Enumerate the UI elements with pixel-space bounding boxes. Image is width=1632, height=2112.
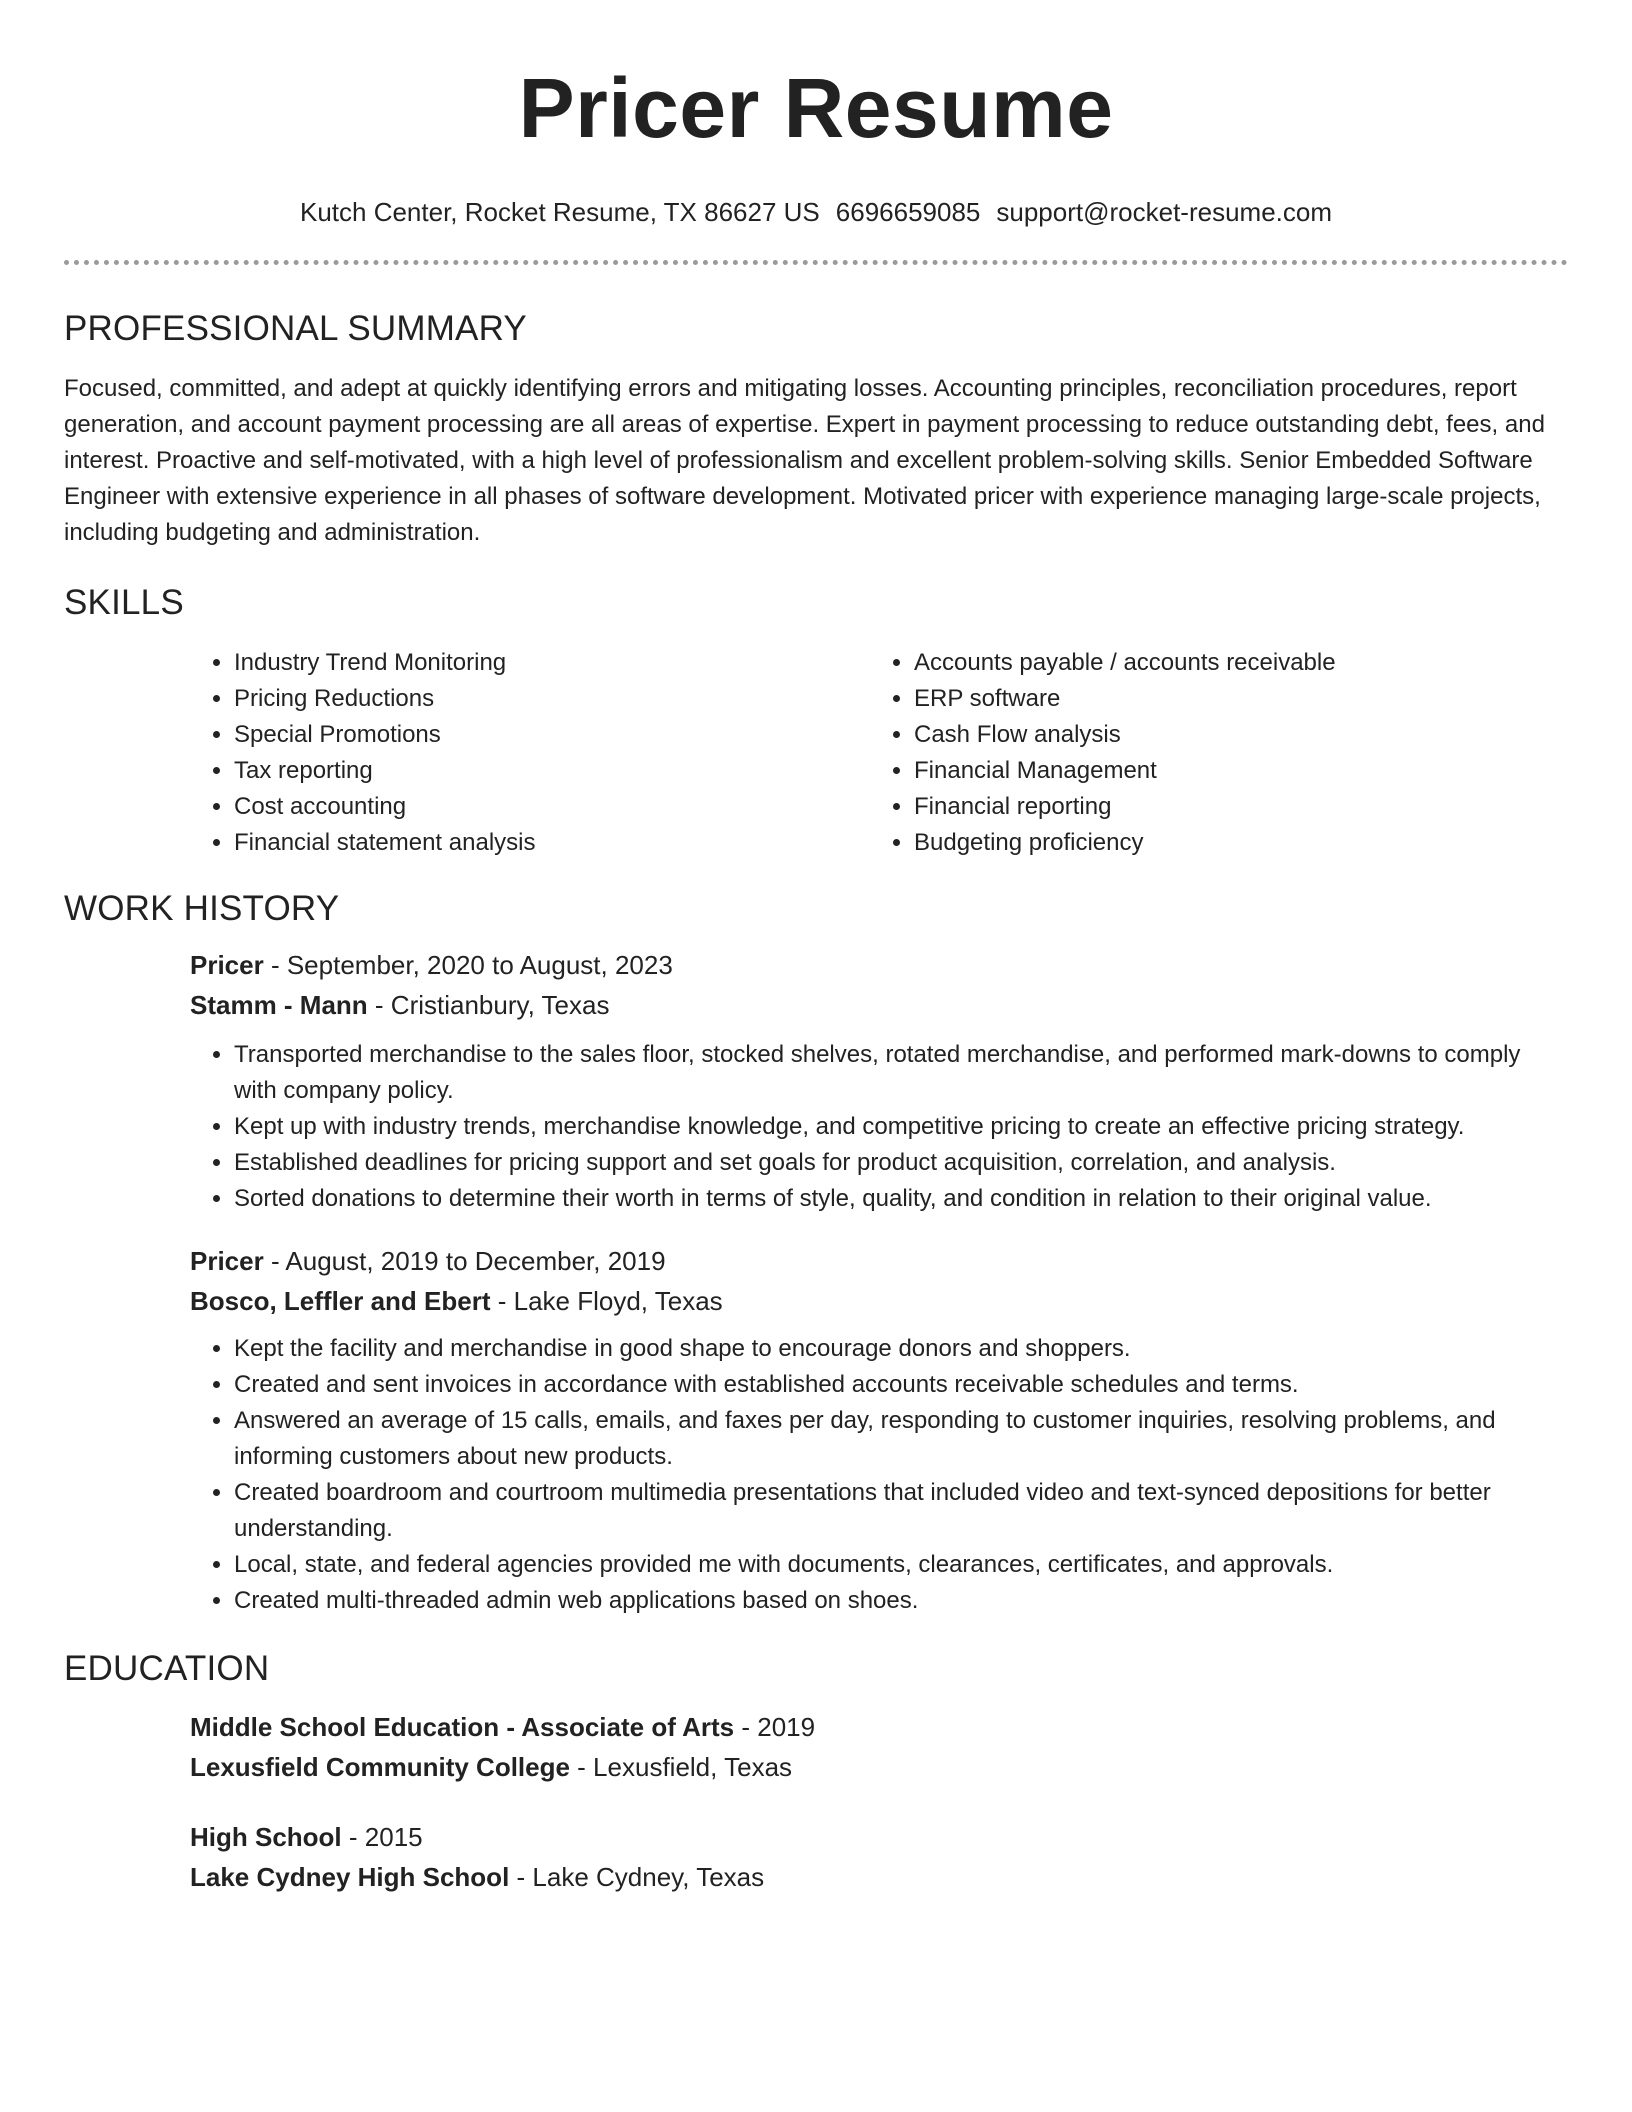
education-location: - Lexusfield, Texas [569, 1752, 793, 1782]
job-title-line [190, 945, 1568, 985]
section-title-education: EDUCATION [64, 1649, 270, 1688]
job-company-line [190, 985, 1568, 1025]
education-entry [190, 1707, 1568, 1787]
education-degree: High School [190, 1822, 342, 1852]
summary-text: Focused, committed, and adept at quickly identifying errors and mitigating losses. Accounting principles, reconciliation procedures, report generation, and account payment processing are all areas of expertise. Expert in payment processing to reduce outstanding debt, fees, and interest. Proactive and self-motivated, with a high level of professionalism and excellent problem-solving skills. Senior Embedded Software Engineer with extensive experience in all phases of software development. Motivated pricer with experience managing large-scale projects, including budgeting and administration. [64, 375, 1545, 546]
job-location: - Cristianbury, Texas [367, 990, 610, 1020]
contact-line [64, 196, 1568, 228]
job-bullet: • Created multi-threaded admin web applications based on shoes. [234, 1583, 1568, 1619]
resume-page [64, 0, 1568, 1897]
job-location: - Lake Floyd, Texas [490, 1286, 723, 1316]
skill-item: • Accounts payable / accounts receivable [914, 645, 1550, 681]
job-bullet: • Kept up with industry trends, merchandise knowledge, and competitive pricing to create an effective pricing strategy. [234, 1109, 1568, 1145]
skill-item: • Cost accounting [234, 789, 870, 825]
job-bullet: • Created and sent invoices in accordance with established accounts receivable schedules and terms. [234, 1367, 1568, 1403]
section-title-skills: SKILLS [64, 583, 184, 622]
job-company: Bosco, Leffler and Ebert [190, 1286, 491, 1316]
skill-item: • ERP software [914, 681, 1550, 717]
job-bullet: • Sorted donations to determine their worth in terms of style, quality, and condition in relation to their original value. [234, 1181, 1568, 1217]
skills-column-left [190, 645, 870, 861]
education-degree-line [190, 1707, 1568, 1747]
education-degree-line [190, 1817, 1568, 1857]
education-location: - Lake Cydney, Texas [509, 1862, 765, 1892]
skill-item: • Industry Trend Monitoring [234, 645, 870, 681]
skill-item: • Financial reporting [914, 789, 1550, 825]
education-school: Lexusfield Community College [190, 1752, 570, 1782]
skills-list [190, 645, 1568, 861]
skill-item: • Pricing Reductions [234, 681, 870, 717]
skill-item: • Budgeting proficiency [914, 825, 1550, 861]
section-title-summary: PROFESSIONAL SUMMARY [64, 309, 527, 348]
job-bullet: • Established deadlines for pricing support and set goals for product acquisition, correlation, and analysis. [234, 1145, 1568, 1181]
job-dates: - August, 2019 to December, 2019 [263, 1246, 666, 1276]
job-bullet: • Answered an average of 15 calls, emails, and faxes per day, responding to customer inquiries, resolving problems, and informing customers about new products. [234, 1403, 1568, 1475]
resume-name: Pricer Resume [518, 61, 1114, 155]
job-dates: - September, 2020 to August, 2023 [263, 950, 673, 980]
contact-email: support@rocket-resume.com [996, 197, 1333, 227]
job-bullet: • Created boardroom and courtroom multimedia presentations that included video and text-synced depositions for better understanding. [234, 1475, 1568, 1547]
skill-item: • Cash Flow analysis [914, 717, 1550, 753]
education-school: Lake Cydney High School [190, 1862, 510, 1892]
skills-column-right [870, 645, 1550, 861]
education-degree: Middle School Education - Associate of Arts [190, 1712, 735, 1742]
job-entry [190, 1241, 1568, 1619]
job-bullet: • Transported merchandise to the sales floor, stocked shelves, rotated merchandise, and performed mark-downs to comply with company policy. [234, 1037, 1568, 1109]
job-company: Stamm - Mann [190, 990, 368, 1020]
education-entry [190, 1817, 1568, 1897]
contact-address: Kutch Center, Rocket Resume, TX 86627 US [299, 197, 820, 227]
skill-item: • Special Promotions [234, 717, 870, 753]
job-bullets [190, 1331, 1568, 1619]
skill-item: • Financial Management [914, 753, 1550, 789]
job-bullet: • Local, state, and federal agencies provided me with documents, clearances, certificates, and approvals. [234, 1547, 1568, 1583]
education-school-line [190, 1747, 1568, 1787]
education-school-line [190, 1857, 1568, 1897]
job-entry [190, 945, 1568, 1217]
skill-item: • Tax reporting [234, 753, 870, 789]
section-title-work-history: WORK HISTORY [64, 889, 340, 928]
job-bullets [190, 1037, 1568, 1217]
job-bullet: • Kept the facility and merchandise in good shape to encourage donors and shoppers. [234, 1331, 1568, 1367]
job-title-line [190, 1241, 1568, 1281]
education-year: - 2019 [734, 1712, 816, 1742]
contact-phone: 6696659085 [835, 197, 981, 227]
skill-item: • Financial statement analysis [234, 825, 870, 861]
job-company-line [190, 1281, 1568, 1321]
header-divider [64, 260, 1568, 265]
education-year: - 2015 [341, 1822, 423, 1852]
job-role: Pricer [190, 1246, 264, 1276]
job-role: Pricer [190, 950, 264, 980]
